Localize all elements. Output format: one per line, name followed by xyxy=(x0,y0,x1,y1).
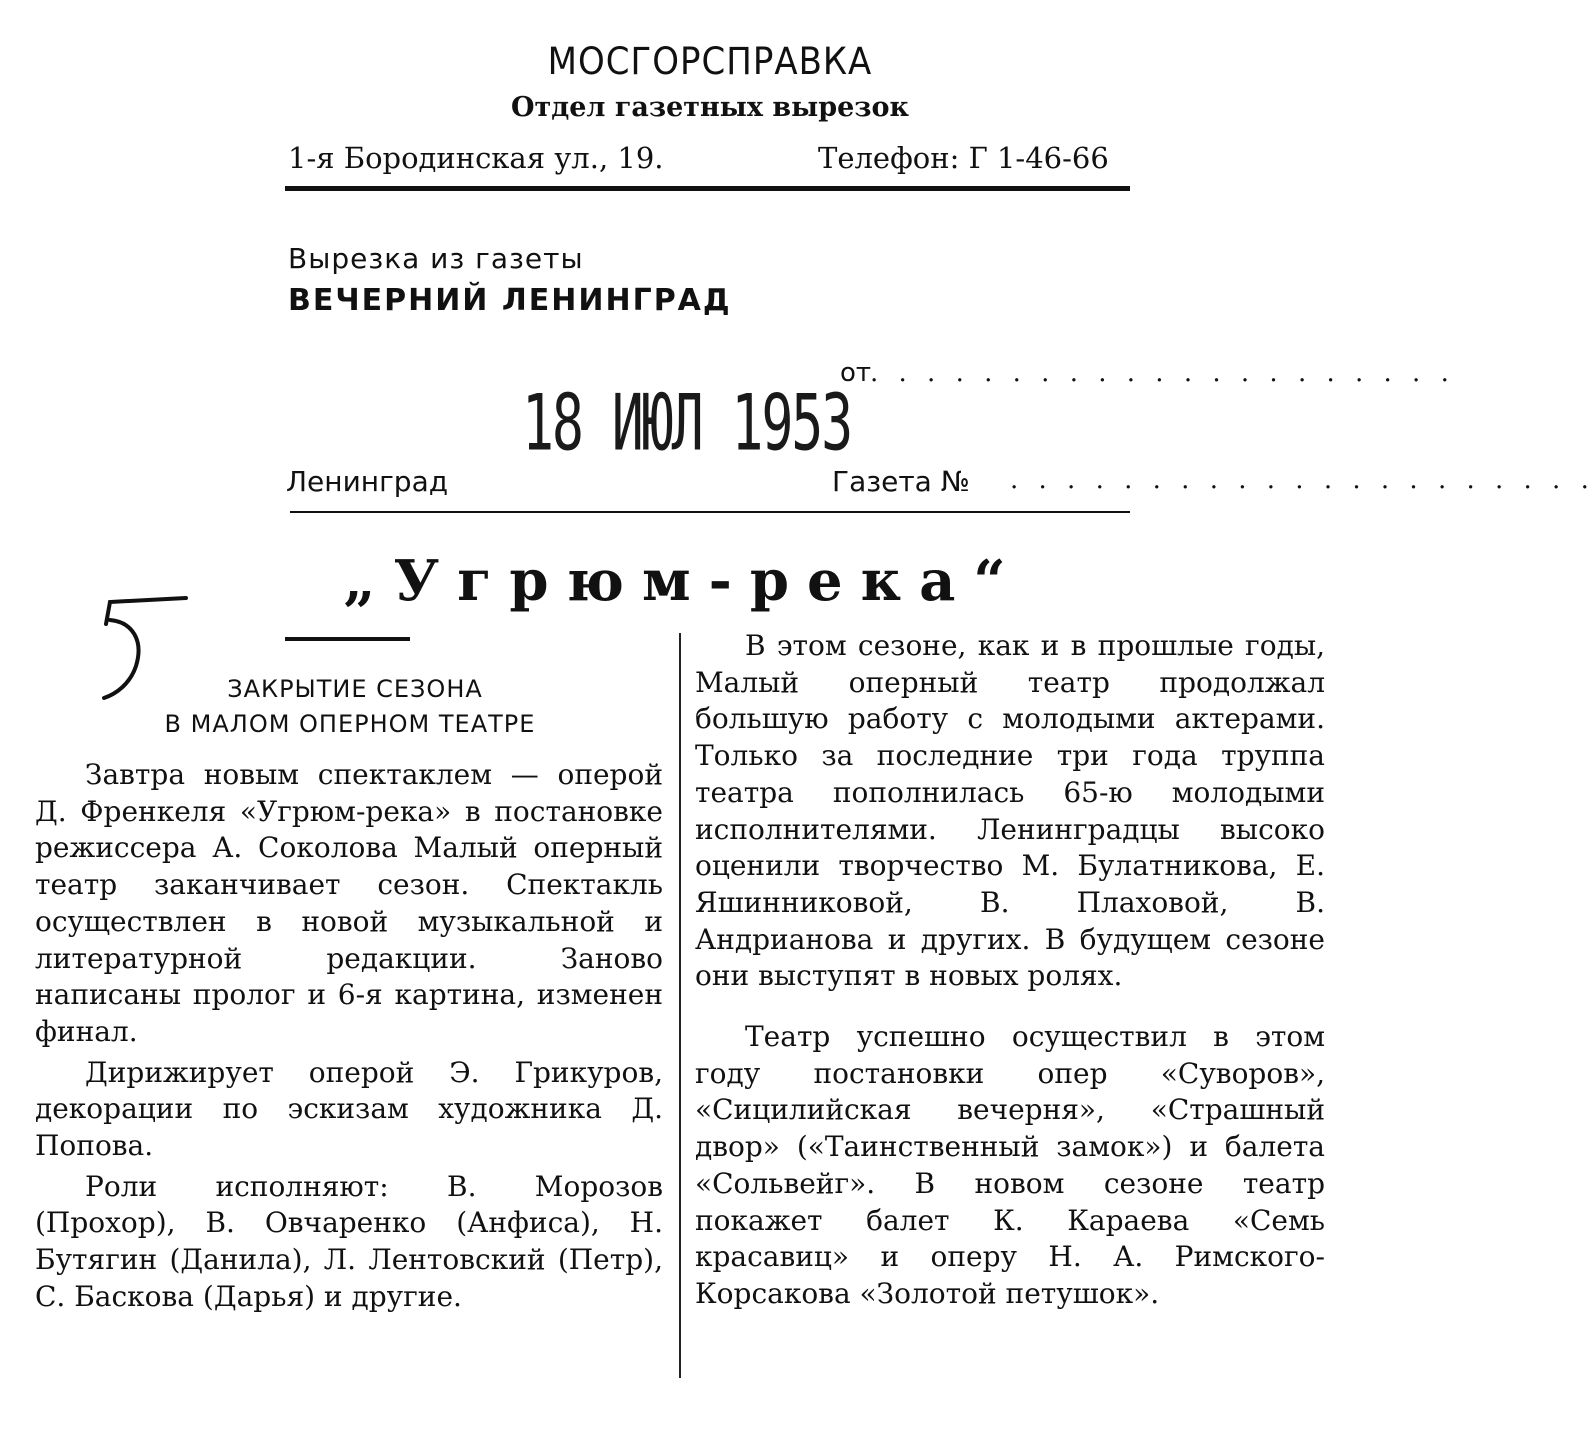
headline-rule xyxy=(285,637,410,641)
date-stamp: 18 ИЮЛ 1953 xyxy=(522,378,852,469)
department-name: Отдел газетных вырезок xyxy=(511,92,909,123)
issue-number-label: Газета № xyxy=(832,465,970,498)
left-paragraph: Роли исполняют: В. Морозов (Прохор), В. Овчаренко (Анфиса), Н. Бутягин (Данила), Л. Лентовский (Петр), С. Баскова (Дарья) и другие. xyxy=(35,1169,663,1313)
article-right-column xyxy=(695,628,1325,1313)
header-divider xyxy=(285,186,1130,191)
issue-fill-dots: . . . . . . . . . . . . . . . . . . . . . xyxy=(1010,465,1595,495)
left-paragraph: Дирижирует оперой Э. Грикуров, декорации по эскизам художника Д. Попова. xyxy=(35,1055,663,1163)
newspaper-name: ВЕЧЕРНИЙ ЛЕНИНГРАД xyxy=(288,283,732,318)
right-paragraph: В этом сезоне, как и в прошлые годы, Малый оперный театр продолжал большую работу с молодыми актерами. Только за последние три года труппа театра пополнилась 65-ю молодыми исполнителями. Ленинградцы высоко оценили творчество М. Булатникова, Е. Яшинниковой, В. Плаховой, В. Андрианова и других. В будущем сезоне они выступят в новых ролях. xyxy=(695,629,1325,993)
left-paragraph: Завтра новым спектаклем — оперой Д. Френкеля «Угрюм-река» в постановке режиссера А. Соколова Малый оперный театр заканчивает сезон. Спектакль осуществлен в новой музыкальной и литературной редакции. Заново написаны пролог и 6-я картина, изменен финал. xyxy=(35,758,663,1048)
form-divider xyxy=(290,511,1130,513)
date-fill-dots: . . . . . . . . . . . . . . . . . . . . . xyxy=(870,358,1455,388)
bureau-phone: Телефон: Г 1-46-66 xyxy=(818,141,1109,175)
city-label: Ленинград xyxy=(286,465,449,498)
subheadline-line-2: В МАЛОМ ОПЕРНОМ ТЕАТРЕ xyxy=(164,710,536,738)
right-paragraph: Театр успешно осуществил в этом году постановки опер «Суворов», «Сицилийская вечерня», «Страшный двор» («Таинственный замок») и балета «Сольвейг». В новом сезоне театр покажет балет К. Караева «Семь красавиц» и оперу Н. А. Римского-Корсакова «Золотой петушок». xyxy=(695,1020,1325,1310)
bureau-address: 1-я Бородинская ул., 19. xyxy=(288,141,664,175)
subheadline-line-1: ЗАКРЫТИЕ СЕЗОНА xyxy=(227,675,483,703)
column-divider xyxy=(679,633,681,1378)
date-prefix: от xyxy=(840,358,872,388)
article-headline: „Угрюм-река“ xyxy=(343,548,1024,614)
clipping-label: Вырезка из газеты xyxy=(288,242,584,275)
bureau-name: МОСГОРСПРАВКА xyxy=(547,40,873,84)
article-left-column xyxy=(35,757,663,1316)
